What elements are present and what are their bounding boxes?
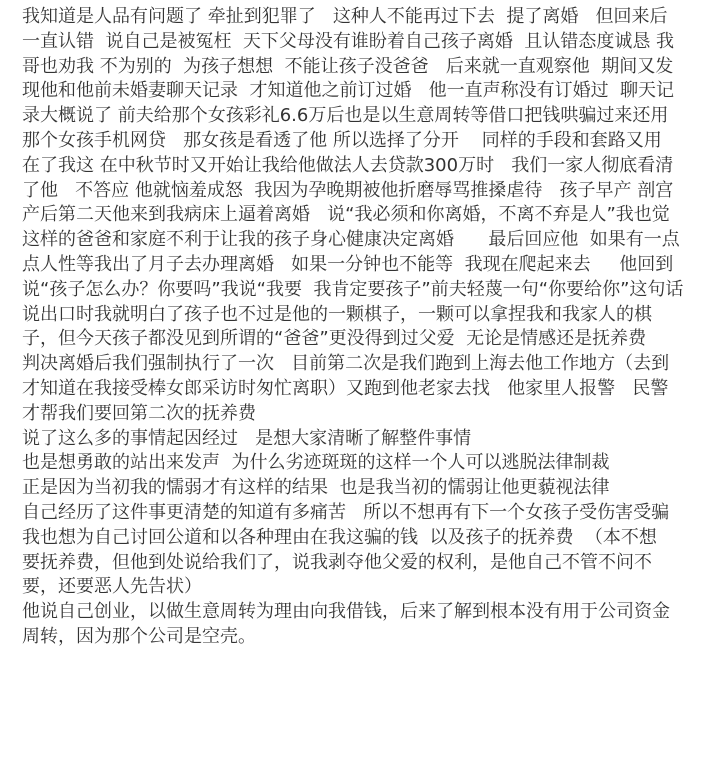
text-line: 周转，因为那个公司是空壳。 (22, 625, 256, 647)
text-line: 录大概说了 前夫给那个女孩彩礼6.6万后也是以生意周转等借口把钱哄骗过来还用 (22, 105, 669, 127)
text-line: 点人性等我出了月子去办理离婚 如果一分钟也不能等 我现在爬起来去 他回到 (22, 253, 674, 275)
text-line: 这样的爸爸和家庭不利于让我的孩子身心健康决定离婚 最后回应他 如果有一点 (22, 229, 680, 251)
text-line: 现他和他前未婚妻聊天记录 才知道他之前订过婚 他一直声称没有订婚过 聊天记 (22, 80, 675, 102)
text-line: 一直认错 说自己是被冤枉 天下父母没有谁盼着自己孩子离婚 且认错态度诚恳 我 (22, 30, 675, 52)
text-line: 也是想勇敢的站出来发声 为什么劣迹斑斑的这样一个人可以逃脱法律制裁 (22, 452, 610, 474)
text-line: 要，还要恶人先告状） (22, 576, 202, 598)
text-line: 说了这么多的事情起因经过 是想大家清晰了解整件事情 (22, 427, 472, 449)
text-line: 他说自己创业，以做生意周转为理由向我借钱，后来了解到根本没有用于公司资金 (22, 601, 670, 623)
text-line: 说出口时我就明白了孩子也不过是他的一颗棋子，一颗可以拿捏我和我家人的棋 (22, 303, 652, 325)
text-line: 哥也劝我 不为别的 为孩子想想 不能让孩子没爸爸 后来就一直观察他 期间又发 (22, 55, 674, 77)
text-line: 在了我这 在中秋节时又开始让我给他做法人去贷款300万时 我们一家人彻底看清 (22, 154, 674, 176)
text-line: 我也想为自己讨回公道和以各种理由在我这骗的钱 以及孩子的抚养费 （本不想 (22, 526, 657, 548)
text-line: 要抚养费，但他到处说给我们了，说我剥夺他父爱的权利，是他自己不管不问不 (22, 551, 652, 573)
text-line: 那个女孩手机网贷 那女孩是看透了他 所以选择了分开 同样的手段和套路又用 (22, 129, 662, 151)
text-line: 了他 不答应 他就恼羞成怒 我因为孕晚期被他折磨辱骂推搡虐待 孩子早产 剖宫 (22, 179, 674, 201)
text-line: 才知道在我接受棒女郎采访时匆忙离职）又跑到他老家去找 他家里人报警 民警 (22, 377, 669, 399)
text-line: 判决离婚后我们强制执行了一次 目前第二次是我们跑到上海去他工作地方（去到 (22, 353, 670, 375)
text-line: 说“孩子怎么办？你要吗”我说“我要 我肯定要孩子”前夫轻蔑一句“你要给你”这句话 (22, 278, 684, 300)
text-line: 才帮我们要回第二次的抚养费 (22, 402, 256, 424)
text-line: 子，但今天孩子都没见到所谓的“爸爸”更没得到过父爱 无论是情感还是抚养费 (22, 328, 647, 350)
text-line: 产后第二天他来到我病床上逼着离婚 说“我必须和你离婚，不离不弃是人”我也觉 (22, 204, 670, 226)
text-line: 我知道是人品有问题了 牵扯到犯罪了 这种人不能再过下去 提了离婚 但回来后 (22, 6, 668, 27)
text-line: 正是因为当初我的懦弱才有这样的结果 也是我当初的懦弱让他更藐视法律 (22, 477, 610, 499)
text-line: 自己经历了这件事更清楚的知道有多痛苦 所以不想再有下一个女孩子受伤害受骗 (22, 501, 670, 523)
